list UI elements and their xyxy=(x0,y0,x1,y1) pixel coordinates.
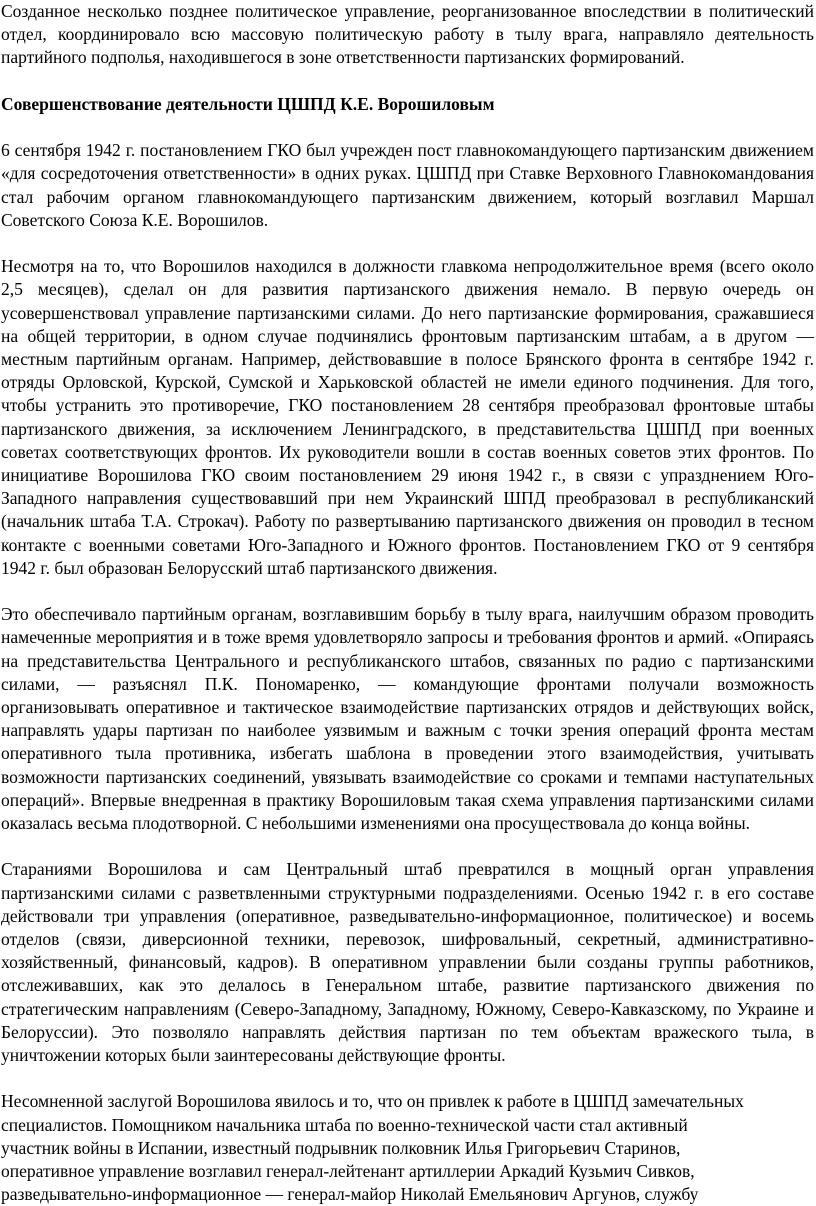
paragraph-commander-post: 6 сентября 1942 г. постановлением ГКО был учрежден пост главнокомандующего партизанским движением «для сосредоточения ответственности» в одних руках. ЦШПД при Ставке Верховного Главнокомандования стал рабочим органом главнокомандующего партизанским движением, который возглавил Маршал Советского Союза К.Е. Ворошилов. xyxy=(1,140,814,230)
paragraph-interaction-scheme: Это обеспечивало партийным органам, возглавившим борьбу в тылу врага, наилучшим образом проводить намеченные мероприятия и в тоже время удовлетворяло запросы и требования фронтов и армий. «Опираясь на представительства Центрального и республиканского штабов, связанных по радио с партизанскими силами, — разъяснял П.К. Пономаренко, — командующие фронтами получали возможность организовывать оперативное и тактическое взаимодействие партизанских отрядов и действующих войск, направлять удары партизан по наиболее уязвимым и важным с точки зрения операций фронта местам оперативного тыла противника, избегать шаблона в проведении этого взаимодействия, учитывать возможности партизанских соединений, увязывать взаимодействие со сроками и темпами наступательных операций». Впервые внедренная в практику Ворошиловым такая схема управления партизанскими силами оказалась весьма плодотворной. С небольшими изменениями она просуществовала до конца войны. xyxy=(1,604,814,834)
paragraph-central-staff-structure: Стараниями Ворошилова и сам Центральный штаб превратился в мощный орган управления партизанскими силами с разветвленными структурными подразделениями. Осенью 1942 г. в его составе действовали три управления (оперативное, разведывательно-информационное, политическое) и восемь отделов (связи, диверсионной техники, перевозок, шифровальный, секретный, административно-хозяйственный, финансовый, кадров). В оперативном управлении были созданы группы работников, отслеживавших, как это делалось в Генеральном штабе, развитие партизанского движения по стратегическим направлениям (Северо-Западному, Западному, Южному, Северо-Кавказскому, по Украине и Белоруссии). Это позволяло направлять действия партизан по тем объектам вражеского тыла, в уничтожении которых были заинтересованы действующие фронты. xyxy=(1,859,814,1066)
paragraph-specialists xyxy=(1,1090,814,1206)
text-line: участник войны в Испании, известный подрывник полковник Илья Григорьевич Старинов, xyxy=(1,1137,681,1158)
text-line: разведывательно-информационное — генерал-майор Николай Емельянович Аргунов, службу xyxy=(1,1184,699,1205)
text-line: специалистов. Помощником начальника штаба по военно-технической части стал активный xyxy=(1,1114,688,1135)
paragraph-political-department: Созданное несколько позднее политическое управление, реорганизованное впоследствии в политический отдел, координировало всю массовую политическую работу в тылу врага, направляло деятельность партийного подполья, находившегося в зоне ответственности партизанских формирований. xyxy=(1,1,814,68)
section-heading: Совершенствование деятельности ЦШПД К.Е. Ворошиловым xyxy=(1,93,495,114)
text-line: Несомненной заслугой Ворошилова явилось и то, что он привлек к работе в ЦШПД замечательных xyxy=(1,1091,744,1112)
text-line: оперативное управление возглавил генерал-лейтенант артиллерии Аркадий Кузьмич Сивков, xyxy=(1,1161,695,1182)
paragraph-voroshilov-reforms: Несмотря на то, что Ворошилов находился в должности главкома непродолжительное время (всего около 2,5 месяцев), сделал он для развития партизанского движения немало. В первую очередь он усовершенствовал управление партизанскими силами. До него партизанские формирования, сражавшиеся на общей территории, в одном случае подчинялись фронтовым партизанским штабам, а в другом — местным партийным органам. Например, действовавшие в полосе Брянского фронта в сентябре 1942 г. отряды Орловской, Курской, Сумской и Харьковской областей не имели единого подчинения. Для того, чтобы устранить это противоречие, ГКО постановлением 28 сентября преобразовал фронтовые штабы партизанского движения, за исключением Ленинградского, в представительства ЦШПД при военных советах соответствующих фронтов. Их руководители вошли в состав военных советов этих фронтов. По инициативе Ворошилова ГКО своим постановлением 29 июня 1942 г., в связи с упразднением Юго-Западного направления существовавший при нем Украинский ШПД преобразовал в республиканский (начальник штаба Т.А. Строкач). Работу по развертыванию партизанского движения он проводил в тесном контакте с военными советами Юго-Западного и Южного фронтов. Постановлением ГКО от 9 сентября 1942 г. был образован Белорусский штаб партизанского движения. xyxy=(1,256,814,578)
